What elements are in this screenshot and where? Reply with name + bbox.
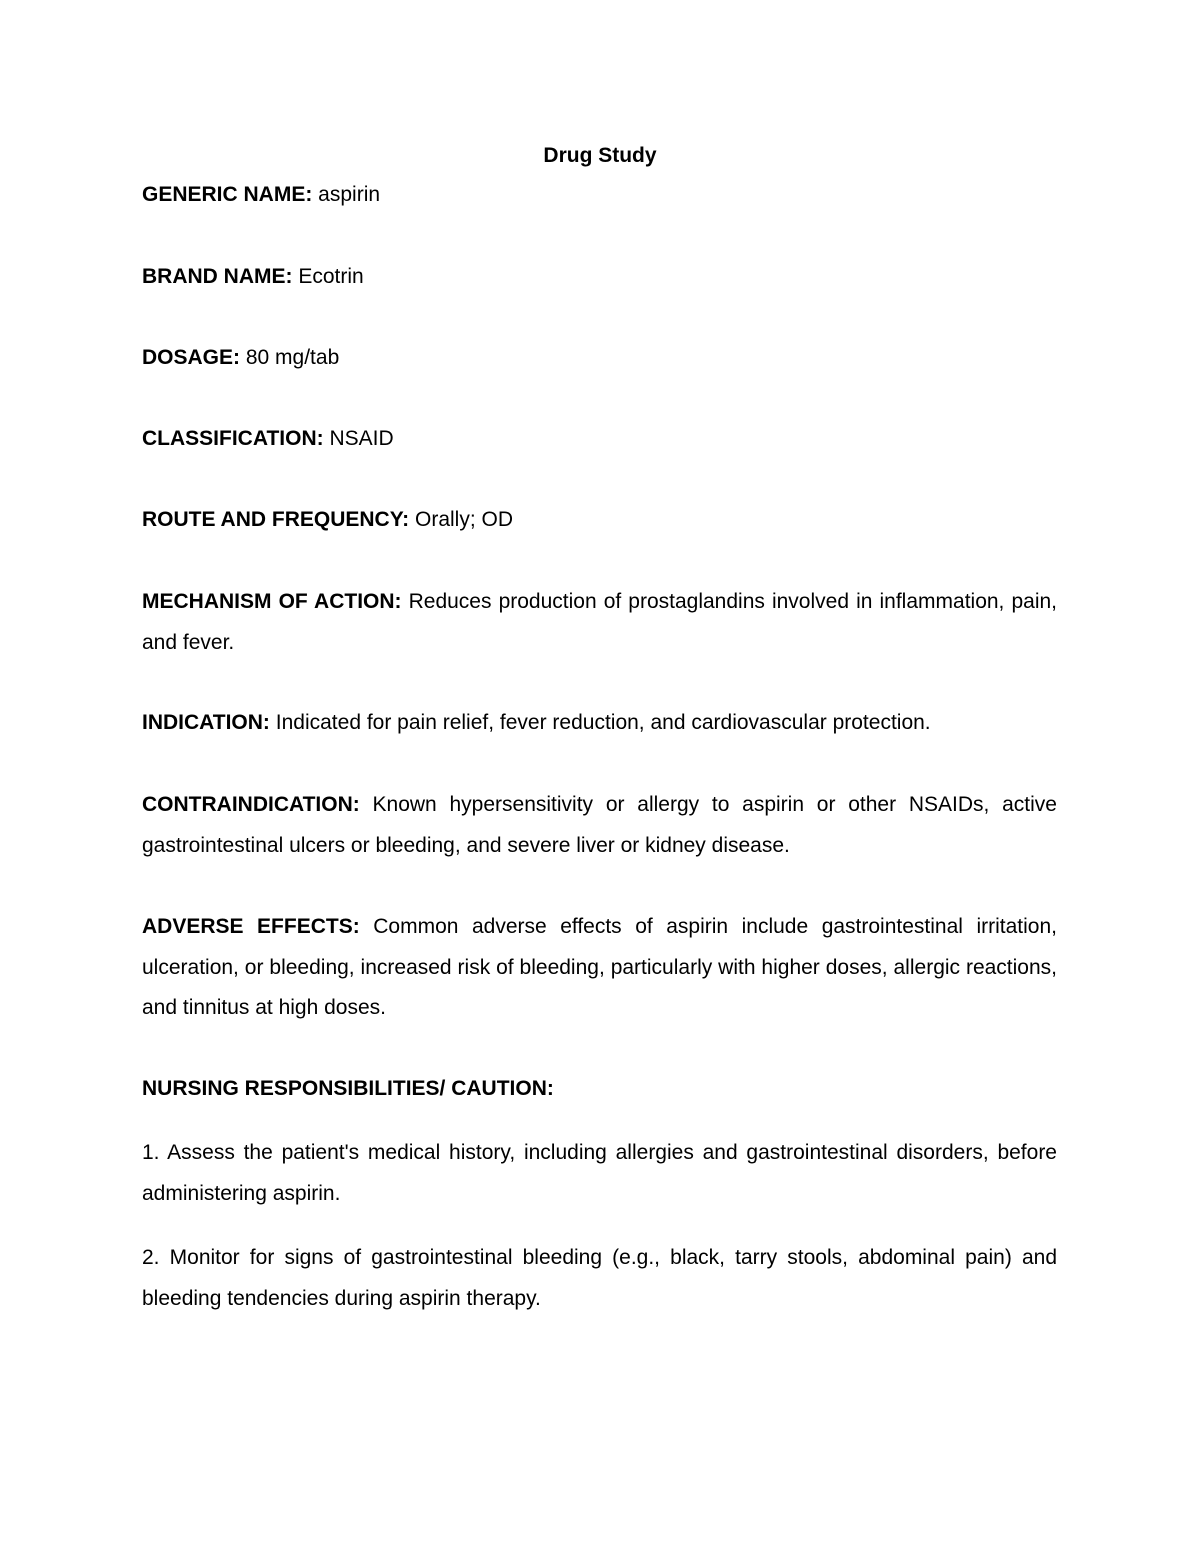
dosage-field — [142, 338, 1057, 379]
adverse-effects-label: ADVERSE EFFECTS: — [142, 915, 360, 938]
brand-name-value: Ecotrin — [292, 265, 364, 288]
nursing-item-1: 1. Assess the patient's medical history, including allergies and gastrointestinal disorders, before administering aspirin. — [142, 1141, 1057, 1205]
dosage-label: DOSAGE: — [142, 346, 241, 369]
nursing-heading — [142, 1069, 1057, 1110]
indication-value: Indicated for pain relief, fever reduction, and cardiovascular protection. — [269, 711, 931, 734]
generic-name-value: aspirin — [312, 183, 381, 206]
route-frequency-value: Orally; OD — [409, 508, 514, 531]
contraindication-label: CONTRAINDICATION: — [142, 793, 360, 816]
brand-name-label: BRAND NAME: — [142, 265, 293, 288]
brand-name-field — [142, 257, 1057, 298]
contraindication-value: Known hypersensitivity or allergy to aspirin or other NSAIDs, active gastrointestinal ulcers or bleeding, and severe liver or kidney disease. — [142, 793, 1057, 857]
mechanism-value: Reduces production of prostaglandins involved in inflammation, pain, and fever. — [142, 590, 1058, 654]
generic-name-field — [142, 175, 1057, 216]
route-frequency-label: ROUTE AND FREQUENCY: — [142, 508, 410, 531]
classification-value: NSAID — [323, 427, 394, 450]
adverse-effects-value: Common adverse effects of aspirin include gastrointestinal irritation, ulceration, or bleeding, increased risk of bleeding, particularly with higher doses, allergic reactions, and tinnitus at high doses. — [142, 915, 1057, 1019]
classification-label: CLASSIFICATION: — [142, 427, 324, 450]
route-frequency-field — [142, 500, 1057, 541]
contraindication-field — [142, 785, 1057, 866]
mechanism-field — [142, 582, 1057, 663]
generic-name-label: GENERIC NAME: — [142, 183, 313, 206]
adverse-effects-field — [142, 907, 1057, 1029]
indication-label: INDICATION: — [142, 711, 270, 734]
document-title: Drug Study — [543, 144, 657, 167]
mechanism-label: MECHANISM OF ACTION: — [142, 590, 402, 613]
classification-field — [142, 419, 1057, 460]
dosage-value: 80 mg/tab — [240, 346, 340, 369]
indication-field — [142, 703, 1057, 744]
nursing-item-2: 2. Monitor for signs of gastrointestinal bleeding (e.g., black, tarry stools, abdominal pain) and bleeding tendencies during aspirin therapy. — [142, 1246, 1057, 1310]
nursing-label: NURSING RESPONSIBILITIES/ CAUTION: — [142, 1077, 554, 1100]
